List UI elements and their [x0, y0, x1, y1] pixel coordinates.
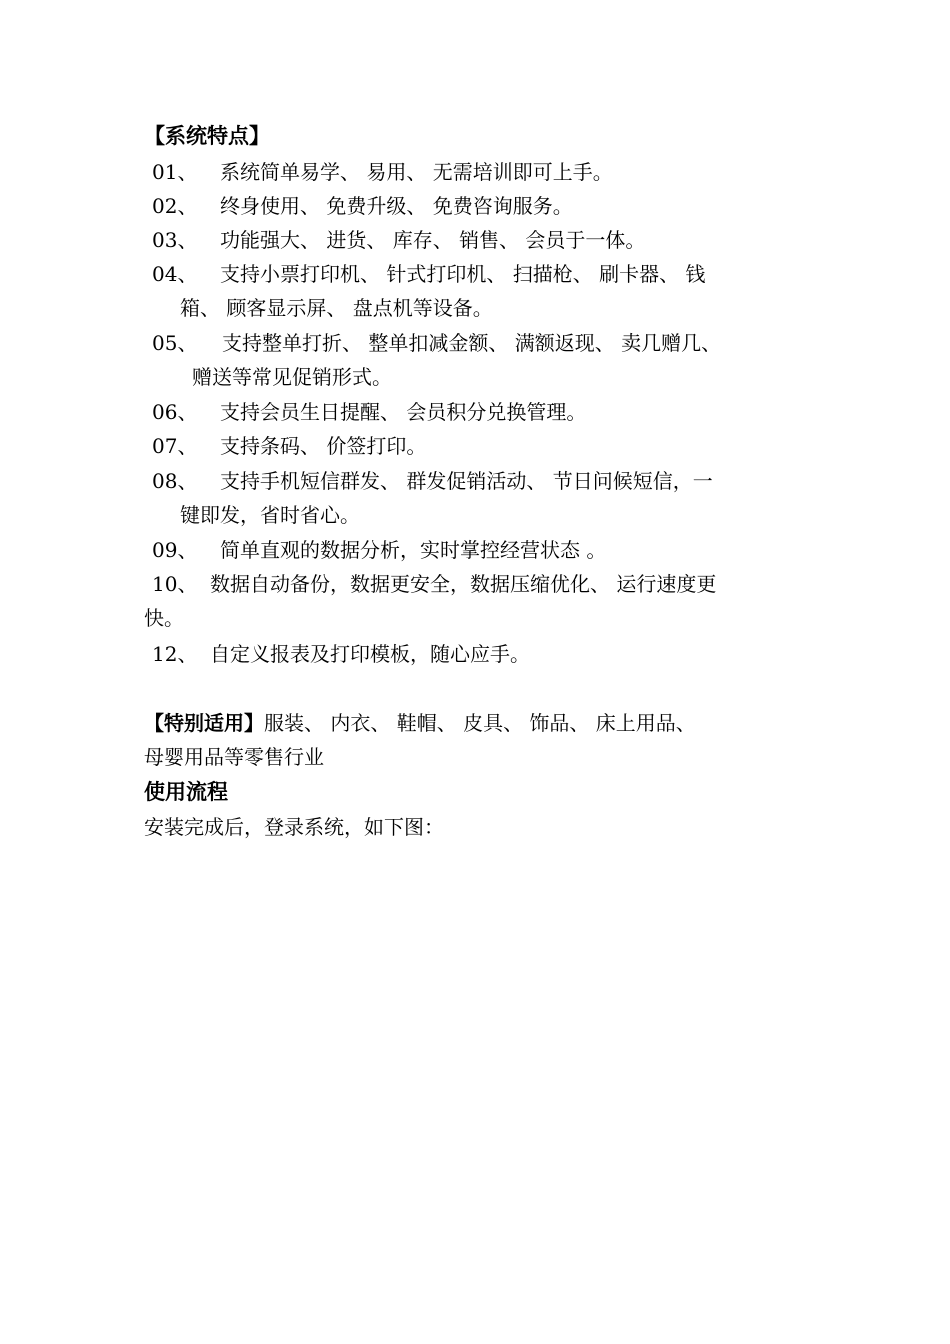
feature-item	[152, 223, 832, 257]
feature-item-number: 05、	[152, 331, 198, 355]
applicable-text: 服装、 内衣、 鞋帽、 皮具、 饰品、 床上用品、	[264, 711, 696, 735]
applicable-industries	[144, 706, 824, 774]
feature-item	[152, 326, 832, 394]
feature-item-number: 07、	[152, 434, 198, 458]
feature-item-number: 12、	[152, 642, 198, 666]
feature-item-text: 简单直观的数据分析，实时掌控经营状态 。	[220, 538, 607, 562]
feature-item-text: 支持小票打印机、 针式打印机、 扫描枪、 刷卡器、 钱	[220, 262, 706, 286]
usage-flow-title: 使用流程	[144, 780, 228, 804]
feature-item-text: 支持条码、 价签打印。	[220, 434, 427, 458]
feature-item-number: 06、	[152, 400, 198, 424]
feature-item-number: 04、	[152, 262, 198, 286]
feature-item-number: 02、	[152, 194, 198, 218]
feature-item	[152, 429, 832, 463]
feature-item-text: 支持整单打折、 整单扣减金额、 满额返现、 卖几赠几、	[222, 331, 722, 355]
applicable-line-2: 母婴用品等零售行业	[144, 745, 324, 769]
feature-item-text: 支持会员生日提醒、 会员积分兑换管理。	[220, 400, 587, 424]
feature-item-text: 自定义报表及打印模板，随心应手。	[210, 642, 530, 666]
feature-item	[144, 567, 832, 635]
features-heading: 【系统特点】	[144, 124, 270, 148]
feature-item-text: 支持手机短信群发、 群发促销活动、 节日问候短信，一	[220, 469, 713, 493]
feature-item	[152, 189, 832, 223]
feature-item-text: 终身使用、 免费升级、 免费咨询服务。	[220, 194, 573, 218]
usage-flow-intro: 安装完成后，登录系统，如下图：	[144, 815, 444, 839]
feature-item	[152, 464, 832, 532]
feature-item-number: 01、	[152, 160, 198, 184]
feature-item-text: 功能强大、 进货、 库存、 销售、 会员于一体。	[220, 228, 646, 252]
feature-item-number: 03、	[152, 228, 198, 252]
feature-item-number: 10、	[152, 572, 198, 596]
feature-item	[152, 395, 832, 429]
feature-item-continuation: 快。	[144, 606, 184, 630]
feature-item-text: 系统简单易学、 易用、 无需培训即可上手。	[220, 160, 613, 184]
feature-item-continuation: 箱、 顾客显示屏、 盘点机等设备。	[180, 296, 493, 320]
applicable-label: 【特别适用】	[144, 711, 264, 735]
feature-item-continuation: 赠送等常见促销形式。	[192, 365, 392, 389]
applicable-line-1	[144, 706, 824, 740]
feature-item-text: 数据自动备份，数据更安全，数据压缩优化、 运行速度更	[210, 572, 717, 596]
feature-item	[152, 533, 832, 567]
feature-item	[152, 257, 832, 325]
feature-item-number: 09、	[152, 538, 198, 562]
feature-item-number: 08、	[152, 469, 198, 493]
feature-item	[152, 637, 832, 671]
feature-item	[152, 155, 832, 189]
feature-item-continuation: 键即发，省时省心。	[180, 503, 360, 527]
